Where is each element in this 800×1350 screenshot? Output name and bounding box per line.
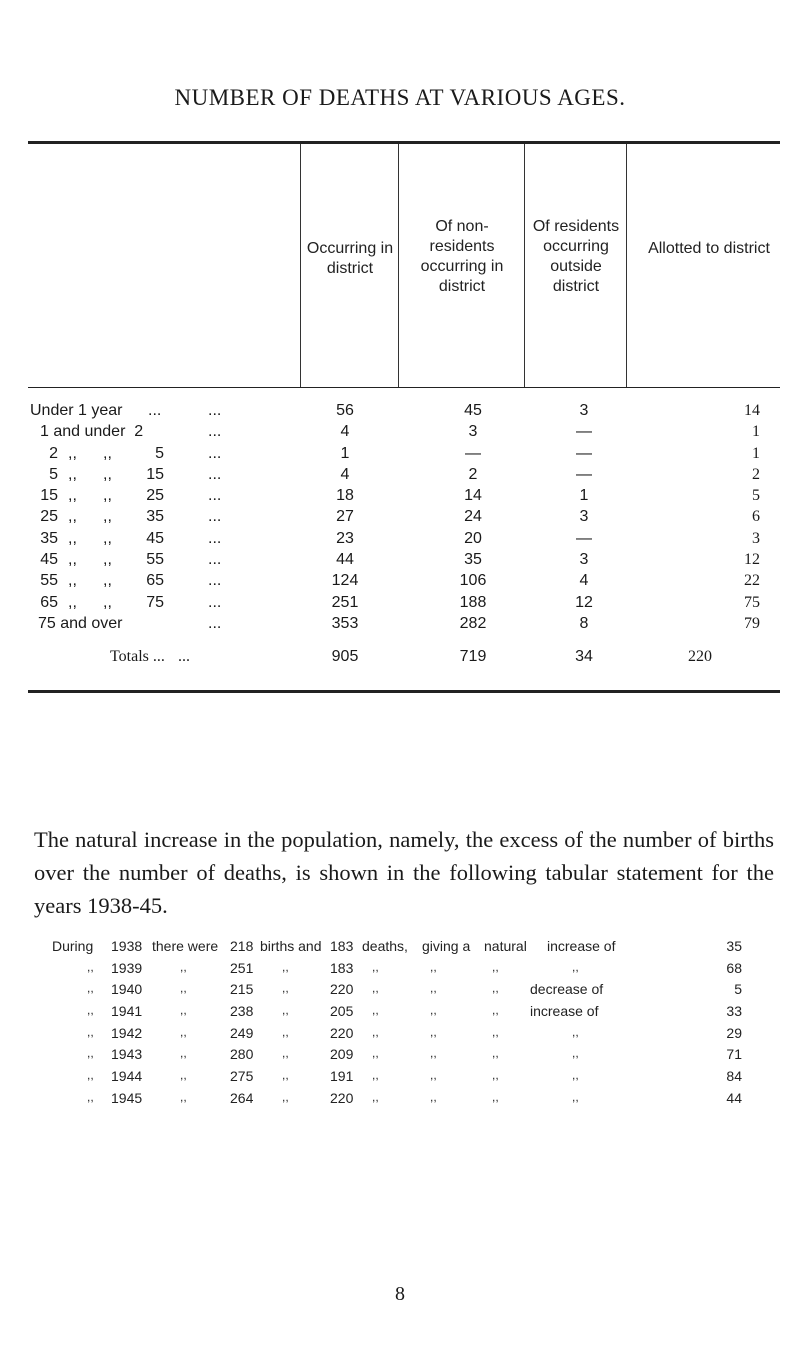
ditto-mark: ,,: [180, 1046, 187, 1061]
ditto-mark: ,,: [68, 551, 77, 569]
age-from: 55: [40, 572, 58, 590]
deaths-non-residents: 188: [459, 593, 487, 611]
ditto-mark: ,,: [87, 1046, 94, 1061]
ditto-mark: ,,: [372, 1089, 379, 1104]
increase-births-word: births and: [260, 938, 322, 954]
ditto-mark: ,,: [282, 1024, 289, 1039]
age-label-text: 1 and under 2: [40, 423, 144, 441]
age-to: 55: [146, 551, 164, 569]
ditto-mark: ,,: [68, 529, 77, 547]
deaths-allotted: 5: [752, 487, 760, 505]
ditto-mark: ,,: [372, 1068, 379, 1083]
leader-dots: ...: [208, 423, 222, 441]
age-to: 75: [146, 593, 164, 611]
deaths-allotted: 75: [744, 593, 760, 611]
deaths-occurring: 27: [336, 508, 354, 526]
leader-dots: ...: [208, 529, 222, 547]
deaths-allotted: 1: [752, 444, 760, 462]
totals-residents-outside: 34: [575, 648, 593, 666]
ditto-mark: ,,: [87, 1024, 94, 1039]
increase-value: 84: [726, 1068, 742, 1085]
ditto-mark: ,,: [68, 593, 77, 611]
age-from: 65: [40, 593, 58, 611]
deaths-occurring: 124: [331, 572, 359, 590]
ditto-mark: ,,: [103, 572, 112, 590]
age-from: 35: [40, 529, 58, 547]
header-non-residents: Of non-residents occurring in district: [420, 218, 504, 295]
page-number: 8: [395, 1283, 405, 1305]
leader-dots: ...: [208, 487, 222, 505]
deaths-residents-outside: —: [576, 444, 592, 462]
ditto-mark: ,,: [572, 1024, 579, 1039]
ditto-mark: ,,: [430, 1089, 437, 1104]
ditto-mark: ,,: [372, 981, 379, 996]
deaths-allotted: 6: [752, 508, 760, 526]
ditto-mark: ,,: [572, 1046, 579, 1061]
increase-kind: increase of: [547, 938, 616, 954]
deaths-non-residents: 14: [464, 487, 482, 505]
increase-year: 1944: [111, 1068, 143, 1085]
ditto-mark: ,,: [430, 959, 437, 974]
increase-lead: During: [52, 938, 94, 954]
ditto-mark: ,,: [372, 1046, 379, 1061]
increase-deaths-word: deaths,: [362, 938, 408, 954]
leader-dots: ...: [208, 508, 222, 526]
totals-dots: ...: [178, 648, 190, 666]
ditto-mark: ,,: [430, 1003, 437, 1018]
increase-table: [52, 938, 742, 1112]
deaths-table: [28, 141, 780, 693]
deaths-allotted: 1: [752, 423, 760, 441]
ditto-mark: ,,: [492, 1046, 499, 1061]
leader-dots: ...: [208, 614, 222, 632]
increase-row: [52, 1068, 742, 1090]
ditto-mark: ,,: [282, 1046, 289, 1061]
table-body: [28, 388, 780, 636]
ditto-mark: ,,: [572, 959, 579, 974]
deaths-residents-outside: 8: [579, 614, 589, 632]
header-residents-outside: Of residents occurring outside district: [532, 218, 620, 295]
deaths-allotted: 14: [744, 402, 760, 419]
age-to: 25: [146, 487, 164, 505]
age-to: 65: [146, 572, 164, 590]
increase-giving: giving a: [422, 938, 471, 954]
deaths-occurring: 23: [336, 529, 354, 547]
ditto-mark: ,,: [103, 593, 112, 611]
deaths-allotted: 3: [752, 529, 760, 547]
deaths-non-residents: —: [465, 444, 481, 462]
increase-row: [52, 981, 742, 1003]
increase-value: 5: [734, 981, 742, 998]
leader-dots: ...: [208, 402, 222, 419]
deaths-non-residents: 106: [459, 572, 487, 590]
leader-dots: ...: [148, 402, 162, 419]
increase-deaths: 209: [330, 1046, 354, 1063]
increase-births: 280: [230, 1046, 254, 1063]
leader-dots: ...: [208, 551, 222, 569]
increase-row: [52, 1090, 742, 1112]
deaths-non-residents: 2: [468, 465, 478, 483]
ditto-mark: ,,: [103, 444, 112, 462]
ditto-mark: ,,: [180, 1024, 187, 1039]
ditto-mark: ,,: [492, 1089, 499, 1104]
ditto-mark: ,,: [103, 529, 112, 547]
ditto-mark: ,,: [68, 444, 77, 462]
increase-value: 68: [726, 959, 742, 976]
deaths-non-residents: 24: [464, 508, 482, 526]
ditto-mark: ,,: [68, 465, 77, 483]
ditto-mark: ,,: [103, 508, 112, 526]
natural-increase-paragraph: The natural increase in the population, namely, the excess of the number of births over the number of deaths, is shown in the following tabular statement for the years 1938-45.: [34, 827, 774, 918]
ditto-mark: ,,: [430, 1024, 437, 1039]
table-row: [28, 594, 780, 615]
header-allotted: Allotted to district: [648, 240, 770, 257]
deaths-occurring: 251: [331, 593, 359, 611]
ditto-mark: ,,: [180, 981, 187, 996]
ditto-mark: ,,: [180, 1003, 187, 1018]
deaths-residents-outside: 12: [575, 593, 593, 611]
table-row: [28, 445, 780, 466]
increase-births: 215: [230, 981, 254, 998]
ditto-mark: ,,: [68, 572, 77, 590]
age-from: 45: [40, 551, 58, 569]
ditto-mark: ,,: [492, 1003, 499, 1018]
leader-dots: ...: [208, 593, 222, 611]
increase-deaths: 220: [330, 981, 354, 998]
column-divider: [626, 144, 627, 387]
increase-year: 1942: [111, 1024, 143, 1041]
increase-deaths: 183: [330, 938, 354, 954]
deaths-residents-outside: —: [576, 423, 592, 441]
page-title: NUMBER OF DEATHS AT VARIOUS AGES.: [174, 85, 626, 110]
ditto-mark: ,,: [87, 1068, 94, 1083]
age-from: 25: [40, 508, 58, 526]
table-row: [28, 423, 780, 444]
increase-year: 1940: [111, 981, 143, 998]
deaths-occurring: 44: [336, 551, 354, 569]
deaths-non-residents: 282: [459, 614, 487, 632]
deaths-allotted: 12: [744, 551, 760, 569]
increase-year: 1941: [111, 1003, 143, 1020]
table-header: [28, 144, 780, 388]
age-to: 5: [155, 444, 164, 462]
ditto-mark: ,,: [282, 959, 289, 974]
deaths-allotted: 22: [744, 572, 760, 590]
increase-births: 251: [230, 959, 254, 976]
ditto-mark: ,,: [492, 981, 499, 996]
age-to: 45: [146, 529, 164, 547]
totals-label: Totals ...: [110, 648, 165, 666]
age-from: 15: [40, 487, 58, 505]
table-bottom-rule: [28, 690, 780, 693]
increase-row: [52, 960, 742, 982]
increase-births: 275: [230, 1068, 254, 1085]
ditto-mark: ,,: [430, 1046, 437, 1061]
ditto-mark: ,,: [282, 981, 289, 996]
increase-value: 71: [726, 1046, 742, 1063]
ditto-mark: ,,: [572, 1068, 579, 1083]
totals-allotted: 220: [688, 648, 712, 666]
increase-row: [52, 1025, 742, 1047]
ditto-mark: ,,: [87, 1089, 94, 1104]
increase-value: 33: [726, 1003, 742, 1020]
deaths-residents-outside: 1: [579, 487, 589, 505]
leader-dots: ...: [208, 444, 222, 462]
ditto-mark: ,,: [572, 1089, 579, 1104]
ditto-mark: ,,: [180, 1068, 187, 1083]
increase-births: 218: [230, 938, 254, 954]
deaths-residents-outside: 4: [579, 572, 589, 590]
increase-natural: natural: [484, 938, 527, 954]
age-from: 5: [49, 465, 58, 483]
increase-year: 1943: [111, 1046, 143, 1063]
increase-were: there were: [152, 938, 219, 954]
table-row: [28, 508, 780, 529]
table-row: [28, 466, 780, 487]
table-row: [28, 551, 780, 572]
ditto-mark: ,,: [87, 981, 94, 996]
deaths-occurring: 4: [340, 465, 350, 483]
table-row: [28, 572, 780, 593]
ditto-mark: ,,: [87, 959, 94, 974]
leader-dots: ...: [208, 572, 222, 590]
increase-value: 29: [726, 1024, 742, 1041]
column-divider: [300, 144, 301, 387]
increase-deaths: 183: [330, 959, 354, 976]
increase-year: 1939: [111, 959, 143, 976]
totals-occurring: 905: [331, 648, 359, 666]
increase-row: [52, 1046, 742, 1068]
ditto-mark: ,,: [372, 1003, 379, 1018]
column-divider: [398, 144, 399, 387]
deaths-occurring: 4: [340, 423, 350, 441]
increase-deaths: 220: [330, 1089, 354, 1106]
deaths-residents-outside: 3: [579, 508, 589, 526]
deaths-non-residents: 45: [464, 402, 482, 419]
ditto-mark: ,,: [372, 1024, 379, 1039]
deaths-residents-outside: —: [576, 529, 592, 547]
increase-row: [52, 1003, 742, 1025]
ditto-mark: ,,: [68, 487, 77, 505]
age-label-text: 75 and over: [38, 614, 123, 632]
ditto-mark: ,,: [430, 1068, 437, 1083]
totals-row: [28, 642, 780, 690]
deaths-residents-outside: 3: [579, 551, 589, 569]
table-row: [28, 530, 780, 551]
column-divider: [524, 144, 525, 387]
deaths-non-residents: 3: [468, 423, 478, 441]
ditto-mark: ,,: [87, 1003, 94, 1018]
increase-deaths: 220: [330, 1024, 354, 1041]
ditto-mark: ,,: [282, 1003, 289, 1018]
table-row: [28, 402, 780, 423]
increase-deaths: 191: [330, 1068, 354, 1085]
deaths-residents-outside: —: [576, 465, 592, 483]
deaths-occurring: 353: [331, 614, 359, 632]
ditto-mark: ,,: [180, 1089, 187, 1104]
increase-row: [52, 938, 742, 960]
age-from: 2: [49, 444, 58, 462]
ditto-mark: ,,: [180, 959, 187, 974]
increase-kind: increase of: [530, 1003, 599, 1020]
deaths-occurring: 18: [336, 487, 354, 505]
deaths-non-residents: 35: [464, 551, 482, 569]
leader-dots: ...: [208, 465, 222, 483]
ditto-mark: ,,: [492, 1024, 499, 1039]
ditto-mark: ,,: [430, 981, 437, 996]
age-to: 35: [146, 508, 164, 526]
ditto-mark: ,,: [103, 551, 112, 569]
table-row: [28, 615, 780, 636]
increase-kind: decrease of: [530, 981, 604, 998]
deaths-allotted: 2: [752, 465, 760, 483]
ditto-mark: ,,: [282, 1068, 289, 1083]
deaths-residents-outside: 3: [579, 402, 589, 419]
ditto-mark: ,,: [372, 959, 379, 974]
ditto-mark: ,,: [103, 487, 112, 505]
increase-year: 1938: [111, 938, 143, 954]
deaths-occurring: 1: [340, 444, 350, 462]
ditto-mark: ,,: [103, 465, 112, 483]
increase-value: 35: [726, 938, 742, 954]
totals-non-residents: 719: [459, 648, 487, 666]
ditto-mark: ,,: [492, 1068, 499, 1083]
deaths-non-residents: 20: [464, 529, 482, 547]
deaths-occurring: 56: [336, 402, 354, 419]
ditto-mark: ,,: [68, 508, 77, 526]
ditto-mark: ,,: [492, 959, 499, 974]
ditto-mark: ,,: [282, 1089, 289, 1104]
increase-births: 249: [230, 1024, 254, 1041]
increase-births: 264: [230, 1089, 254, 1106]
table-row: [28, 487, 780, 508]
increase-births: 238: [230, 1003, 254, 1020]
increase-deaths: 205: [330, 1003, 354, 1020]
header-occurring: Occurring in district: [306, 240, 394, 277]
deaths-allotted: 79: [744, 614, 760, 632]
increase-value: 44: [726, 1089, 742, 1106]
age-to: 15: [146, 465, 164, 483]
increase-year: 1945: [111, 1089, 143, 1106]
age-label-text: Under 1 year: [30, 402, 123, 419]
